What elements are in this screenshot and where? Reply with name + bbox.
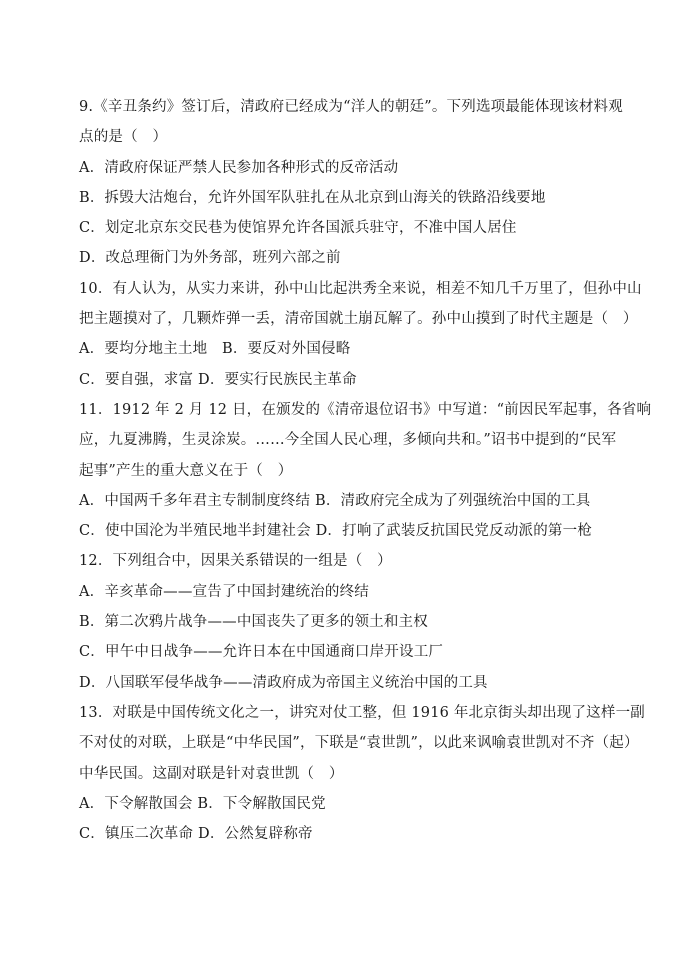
option-a-b: A．要均分地主土地 B．要反对外国侵略 bbox=[79, 341, 351, 358]
option-c-d: C．镇压二次革命 D．公然复辟称帝 bbox=[79, 826, 313, 843]
question-stem-line: 起事”产生的重大意义在于（ ） bbox=[79, 462, 293, 479]
question-stem-line: 13．对联是中国传统文化之一，讲究对仗工整，但 1916 年北京街头却出现了这样一副 bbox=[79, 704, 645, 721]
question-stem-line: 11．1912 年 2 月 12 日，在颁发的《清帝退位诏书》中写道：“前因民军起事，各省响 bbox=[79, 401, 652, 418]
option-c-d: C．使中国沦为半殖民地半封建社会 D．打响了武装反抗国民党反动派的第一枪 bbox=[79, 523, 593, 540]
question-11 bbox=[79, 395, 652, 546]
option-d: D．八国联军侵华战争——清政府成为帝国主义统治中国的工具 bbox=[79, 674, 488, 691]
option-a: A．清政府保证严禁人民参加各种形式的反帝活动 bbox=[79, 159, 399, 176]
question-stem-line: 12．下列组合中，因果关系错误的一组是（ ） bbox=[79, 553, 392, 570]
question-stem-line: 9.《辛丑条约》签订后，清政府已经成为“洋人的朝廷”。下列选项最能体现该材料观 bbox=[79, 99, 623, 115]
question-stem-line: 把主题摸对了，几颗炸弹一丢，清帝国就土崩瓦解了。孙中山摸到了时代主题是（ ） bbox=[79, 311, 638, 328]
question-stem-line: 点的是（ ） bbox=[79, 129, 168, 146]
question-stem-line: 应，九夏沸腾，生灵涂炭。……今全国人民心理，多倾向共和。”诏书中提到的“民军 bbox=[79, 432, 617, 449]
option-c: C．划定北京东交民巷为使馆界允许各国派兵驻守，不准中国人居住 bbox=[79, 220, 517, 237]
option-c: C．甲午中日战争——允许日本在中国通商口岸开设工厂 bbox=[79, 644, 444, 661]
question-9 bbox=[79, 92, 623, 274]
document-page bbox=[79, 92, 652, 849]
option-b: B．拆毁大沽炮台，允许外国军队驻扎在从北京到山海关的铁路沿线要地 bbox=[79, 189, 546, 206]
question-13 bbox=[79, 698, 645, 849]
option-a-b: A．中国两千多年君主专制制度终结 B．清政府完全成为了列强统治中国的工具 bbox=[79, 492, 591, 509]
question-stem-line: 10．有人认为，从实力来讲，孙中山比起洪秀全来说，相差不知几千万里了，但孙中山 bbox=[79, 280, 642, 297]
question-stem-line: 中华民国。这副对联是针对袁世凯（ ） bbox=[79, 765, 344, 782]
option-a: A．辛亥革命——宣告了中国封建统治的终结 bbox=[79, 583, 369, 600]
option-b: B．第二次鸦片战争——中国丧失了更多的领土和主权 bbox=[79, 614, 428, 631]
question-stem-line: 不对仗的对联，上联是“中华民国”，下联是“袁世凯”，以此来讽喻袁世凯对不齐（起） bbox=[79, 735, 639, 752]
question-12 bbox=[79, 546, 599, 697]
option-c-d: C．要自强，求富 D．要实行民族民主革命 bbox=[79, 371, 357, 388]
question-10 bbox=[79, 274, 642, 395]
option-a-b: A．下令解散国会 B．下令解散国民党 bbox=[79, 795, 326, 812]
option-d: D．改总理衙门为外务部，班列六部之前 bbox=[79, 250, 341, 267]
